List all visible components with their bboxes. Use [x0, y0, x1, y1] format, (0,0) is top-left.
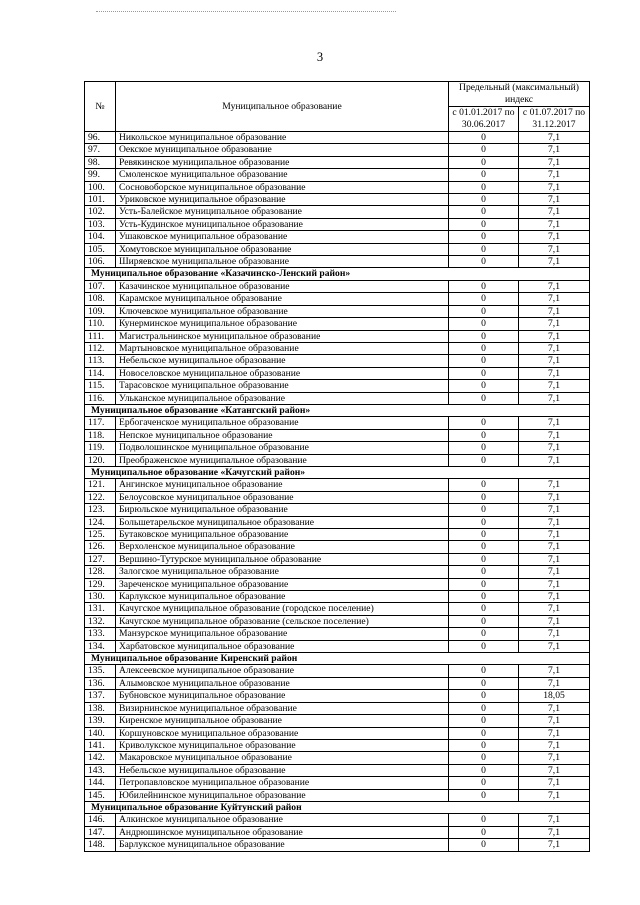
index-period-2: 7,1	[519, 231, 590, 243]
municipality-name: Манзурское муниципальное образование	[116, 628, 449, 640]
table-row	[85, 628, 590, 640]
index-period-1: 0	[449, 392, 519, 404]
table-row	[85, 764, 590, 776]
municipality-name: Ангинское муниципальное образование	[116, 479, 449, 491]
row-number: 101.	[85, 194, 116, 206]
index-period-2: 7,1	[519, 256, 590, 268]
index-period-1: 0	[449, 318, 519, 330]
header-index-group: Предельный (максимальный) индекс	[449, 82, 590, 107]
row-number: 125.	[85, 529, 116, 541]
index-period-2: 7,1	[519, 752, 590, 764]
index-period-1: 0	[449, 578, 519, 590]
table-row	[85, 491, 590, 503]
index-period-1: 0	[449, 529, 519, 541]
municipality-name: Бирюльское муниципальное образование	[116, 504, 449, 516]
municipality-name: Тарасовское муниципальное образование	[116, 380, 449, 392]
index-period-1: 0	[449, 417, 519, 429]
municipality-name: Макаровское муниципальное образование	[116, 752, 449, 764]
row-number: 109.	[85, 305, 116, 317]
index-period-1: 0	[449, 479, 519, 491]
table-row	[85, 417, 590, 429]
municipality-name: Бутаковское муниципальное образование	[116, 529, 449, 541]
row-number: 115.	[85, 380, 116, 392]
municipality-name: Ревякинское муниципальное образование	[116, 156, 449, 168]
row-number: 142.	[85, 752, 116, 764]
table-row	[85, 231, 590, 243]
index-period-2: 7,1	[519, 392, 590, 404]
row-number: 103.	[85, 218, 116, 230]
municipality-name: Алексеевское муниципальное образование	[116, 665, 449, 677]
index-period-1: 0	[449, 355, 519, 367]
row-number: 122.	[85, 491, 116, 503]
row-number: 112.	[85, 342, 116, 354]
index-period-2: 7,1	[519, 454, 590, 466]
municipality-name: Кунерминское муниципальное образование	[116, 318, 449, 330]
row-number: 107.	[85, 280, 116, 292]
index-period-2: 7,1	[519, 132, 590, 144]
row-number: 126.	[85, 541, 116, 553]
index-period-2: 7,1	[519, 715, 590, 727]
table-row	[85, 342, 590, 354]
index-period-1: 0	[449, 628, 519, 640]
municipality-name: Ульканское муниципальное образование	[116, 392, 449, 404]
municipality-name: Магистральнинское муниципальное образование	[116, 330, 449, 342]
index-period-2: 7,1	[519, 293, 590, 305]
index-period-1: 0	[449, 442, 519, 454]
index-period-1: 0	[449, 826, 519, 838]
municipality-name: Никольское муниципальное образование	[116, 132, 449, 144]
index-period-2: 7,1	[519, 181, 590, 193]
index-period-2: 7,1	[519, 578, 590, 590]
index-period-2: 7,1	[519, 417, 590, 429]
index-period-2: 7,1	[519, 144, 590, 156]
row-number: 133.	[85, 628, 116, 640]
index-period-2: 7,1	[519, 739, 590, 751]
table-row	[85, 218, 590, 230]
row-number: 123.	[85, 504, 116, 516]
table-row	[85, 839, 590, 851]
index-period-2: 7,1	[519, 218, 590, 230]
index-period-1: 0	[449, 764, 519, 776]
table-row	[85, 169, 590, 181]
row-number: 97.	[85, 144, 116, 156]
table-row	[85, 553, 590, 565]
index-period-2: 7,1	[519, 367, 590, 379]
row-number: 120.	[85, 454, 116, 466]
row-number: 99.	[85, 169, 116, 181]
table-row	[85, 640, 590, 652]
row-number: 124.	[85, 516, 116, 528]
table-row	[85, 367, 590, 379]
table-row	[85, 355, 590, 367]
table-row	[85, 677, 590, 689]
municipality-name: Казачинское муниципальное образование	[116, 280, 449, 292]
tariff-index-table	[84, 81, 590, 852]
row-number: 135.	[85, 665, 116, 677]
table-row	[85, 479, 590, 491]
index-period-1: 0	[449, 789, 519, 801]
index-period-2: 7,1	[519, 615, 590, 627]
municipality-name: Усть-Кудинское муниципальное образование	[116, 218, 449, 230]
row-number: 138.	[85, 702, 116, 714]
index-period-2: 18,05	[519, 690, 590, 702]
index-period-1: 0	[449, 342, 519, 354]
index-period-1: 0	[449, 169, 519, 181]
table-row	[85, 243, 590, 255]
municipality-name: Алымовское муниципальное образование	[116, 677, 449, 689]
index-period-2: 7,1	[519, 764, 590, 776]
index-period-1: 0	[449, 839, 519, 851]
municipality-name: Качугское муниципальное образование (городское поселение)	[116, 603, 449, 615]
index-period-2: 7,1	[519, 169, 590, 181]
municipality-name: Зареченское муниципальное образование	[116, 578, 449, 590]
row-number: 111.	[85, 330, 116, 342]
index-period-1: 0	[449, 665, 519, 677]
index-period-2: 7,1	[519, 280, 590, 292]
index-period-2: 7,1	[519, 640, 590, 652]
municipality-name: Небельское муниципальное образование	[116, 764, 449, 776]
index-period-2: 7,1	[519, 330, 590, 342]
index-period-1: 0	[449, 144, 519, 156]
municipality-name: Смоленское муниципальное образование	[116, 169, 449, 181]
index-period-2: 7,1	[519, 355, 590, 367]
municipality-name: Преображенское муниципальное образование	[116, 454, 449, 466]
table-row	[85, 392, 590, 404]
index-period-1: 0	[449, 814, 519, 826]
municipality-name: Киренское муниципальное образование	[116, 715, 449, 727]
section-title: Муниципальное образование Куйтунский район	[85, 801, 590, 813]
municipality-name: Визирнинское муниципальное образование	[116, 702, 449, 714]
table-row	[85, 305, 590, 317]
row-number: 148.	[85, 839, 116, 851]
table-row	[85, 318, 590, 330]
section-row	[85, 801, 590, 813]
table-row	[85, 132, 590, 144]
index-period-1: 0	[449, 156, 519, 168]
index-period-1: 0	[449, 330, 519, 342]
row-number: 132.	[85, 615, 116, 627]
index-period-1: 0	[449, 566, 519, 578]
table-row	[85, 194, 590, 206]
municipality-name: Качугское муниципальное образование (сельское поселение)	[116, 615, 449, 627]
row-number: 147.	[85, 826, 116, 838]
municipality-name: Верхоленское муниципальное образование	[116, 541, 449, 553]
index-period-1: 0	[449, 541, 519, 553]
index-period-2: 7,1	[519, 553, 590, 565]
table-row	[85, 702, 590, 714]
municipality-name: Петропавловское муниципальное образование	[116, 777, 449, 789]
row-number: 108.	[85, 293, 116, 305]
row-number: 144.	[85, 777, 116, 789]
index-period-2: 7,1	[519, 566, 590, 578]
index-period-2: 7,1	[519, 665, 590, 677]
municipality-name: Ушаковское муниципальное образование	[116, 231, 449, 243]
row-number: 136.	[85, 677, 116, 689]
row-number: 146.	[85, 814, 116, 826]
index-period-1: 0	[449, 603, 519, 615]
section-row	[85, 268, 590, 280]
section-title: Муниципальное образование «Качугский район»	[85, 466, 590, 478]
index-period-2: 7,1	[519, 194, 590, 206]
table-row	[85, 814, 590, 826]
table-row	[85, 516, 590, 528]
municipality-name: Барлукское муниципальное образование	[116, 839, 449, 851]
municipality-name: Непское муниципальное образование	[116, 429, 449, 441]
section-row	[85, 466, 590, 478]
index-period-2: 7,1	[519, 677, 590, 689]
row-number: 105.	[85, 243, 116, 255]
index-period-1: 0	[449, 727, 519, 739]
municipality-name: Уриковское муниципальное образование	[116, 194, 449, 206]
row-number: 96.	[85, 132, 116, 144]
table-row	[85, 752, 590, 764]
index-period-2: 7,1	[519, 516, 590, 528]
row-number: 121.	[85, 479, 116, 491]
scan-top-line	[96, 11, 396, 12]
index-period-2: 7,1	[519, 591, 590, 603]
row-number: 116.	[85, 392, 116, 404]
index-period-2: 7,1	[519, 504, 590, 516]
municipality-name: Коршуновское муниципальное образование	[116, 727, 449, 739]
index-period-2: 7,1	[519, 479, 590, 491]
municipality-name: Небельское муниципальное образование	[116, 355, 449, 367]
municipality-name: Ширяевское муниципальное образование	[116, 256, 449, 268]
index-period-1: 0	[449, 504, 519, 516]
index-period-1: 0	[449, 752, 519, 764]
row-number: 129.	[85, 578, 116, 590]
municipality-name: Карамское муниципальное образование	[116, 293, 449, 305]
row-number: 113.	[85, 355, 116, 367]
municipality-name: Криволукское муниципальное образование	[116, 739, 449, 751]
municipality-name: Андрюшинское муниципальное образование	[116, 826, 449, 838]
index-period-1: 0	[449, 702, 519, 714]
row-number: 141.	[85, 739, 116, 751]
index-period-2: 7,1	[519, 814, 590, 826]
index-period-1: 0	[449, 777, 519, 789]
table-row	[85, 280, 590, 292]
header-municipality: Муниципальное образование	[116, 82, 449, 132]
index-period-2: 7,1	[519, 603, 590, 615]
row-number: 118.	[85, 429, 116, 441]
header-period-1: с 01.01.2017 по 30.06.2017	[449, 107, 519, 132]
row-number: 130.	[85, 591, 116, 603]
index-period-2: 7,1	[519, 727, 590, 739]
row-number: 110.	[85, 318, 116, 330]
table-row	[85, 789, 590, 801]
table-row	[85, 256, 590, 268]
table-row	[85, 206, 590, 218]
municipality-name: Алкинское муниципальное образование	[116, 814, 449, 826]
row-number: 104.	[85, 231, 116, 243]
table-row	[85, 330, 590, 342]
index-period-1: 0	[449, 429, 519, 441]
table-row	[85, 380, 590, 392]
row-number: 134.	[85, 640, 116, 652]
header-period-2: с 01.07.2017 по 31.12.2017	[519, 107, 590, 132]
index-period-2: 7,1	[519, 702, 590, 714]
index-period-1: 0	[449, 181, 519, 193]
row-number: 102.	[85, 206, 116, 218]
municipality-name: Ербогаченское муниципальное образование	[116, 417, 449, 429]
table-row	[85, 826, 590, 838]
row-number: 128.	[85, 566, 116, 578]
municipality-name: Большетарельское муниципальное образование	[116, 516, 449, 528]
municipality-name: Юбилейнинское муниципальное образование	[116, 789, 449, 801]
municipality-name: Ключевское муниципальное образование	[116, 305, 449, 317]
index-period-1: 0	[449, 367, 519, 379]
section-row	[85, 404, 590, 416]
row-number: 119.	[85, 442, 116, 454]
section-title: Муниципальное образование «Катангский район»	[85, 404, 590, 416]
municipality-name: Сосновоборское муниципальное образование	[116, 181, 449, 193]
index-period-2: 7,1	[519, 243, 590, 255]
section-title: Муниципальное образование Киренский район	[85, 653, 590, 665]
row-number: 137.	[85, 690, 116, 702]
row-number: 114.	[85, 367, 116, 379]
row-number: 131.	[85, 603, 116, 615]
index-period-1: 0	[449, 739, 519, 751]
table-row	[85, 454, 590, 466]
index-period-2: 7,1	[519, 305, 590, 317]
index-period-2: 7,1	[519, 442, 590, 454]
index-period-1: 0	[449, 516, 519, 528]
table-row	[85, 603, 590, 615]
index-period-2: 7,1	[519, 541, 590, 553]
row-number: 106.	[85, 256, 116, 268]
table-row	[85, 615, 590, 627]
section-title: Муниципальное образование «Казачинско-Ленский район»	[85, 268, 590, 280]
index-period-1: 0	[449, 256, 519, 268]
index-period-2: 7,1	[519, 628, 590, 640]
index-period-2: 7,1	[519, 429, 590, 441]
index-period-2: 7,1	[519, 826, 590, 838]
page-number: 3	[316, 50, 324, 64]
municipality-name: Белоусовское муниципальное образование	[116, 491, 449, 503]
section-row	[85, 653, 590, 665]
index-period-1: 0	[449, 132, 519, 144]
index-period-2: 7,1	[519, 839, 590, 851]
index-period-2: 7,1	[519, 380, 590, 392]
table-row	[85, 739, 590, 751]
table-row	[85, 529, 590, 541]
index-period-1: 0	[449, 231, 519, 243]
table-row	[85, 429, 590, 441]
table-row	[85, 715, 590, 727]
index-period-1: 0	[449, 194, 519, 206]
row-number: 127.	[85, 553, 116, 565]
municipality-name: Мартыновское муниципальное образование	[116, 342, 449, 354]
municipality-name: Новоселовское муниципальное образование	[116, 367, 449, 379]
municipality-name: Вершино-Тутурское муниципальное образование	[116, 553, 449, 565]
table-row	[85, 156, 590, 168]
municipality-name: Бубновское муниципальное образование	[116, 690, 449, 702]
index-period-1: 0	[449, 690, 519, 702]
municipality-name: Усть-Балейское муниципальное образование	[116, 206, 449, 218]
table-row	[85, 541, 590, 553]
index-period-1: 0	[449, 591, 519, 603]
index-period-2: 7,1	[519, 318, 590, 330]
index-period-2: 7,1	[519, 789, 590, 801]
index-period-1: 0	[449, 380, 519, 392]
table-row	[85, 293, 590, 305]
index-period-1: 0	[449, 491, 519, 503]
row-number: 143.	[85, 764, 116, 776]
table-row	[85, 591, 590, 603]
table-row	[85, 442, 590, 454]
index-period-1: 0	[449, 293, 519, 305]
index-period-1: 0	[449, 715, 519, 727]
index-period-2: 7,1	[519, 491, 590, 503]
index-period-1: 0	[449, 243, 519, 255]
index-period-1: 0	[449, 305, 519, 317]
table-row	[85, 727, 590, 739]
table-row	[85, 690, 590, 702]
index-period-1: 0	[449, 553, 519, 565]
municipality-name: Хомутовское муниципальное образование	[116, 243, 449, 255]
index-period-1: 0	[449, 454, 519, 466]
index-period-1: 0	[449, 206, 519, 218]
municipality-name: Харбатовское муниципальное образование	[116, 640, 449, 652]
index-period-1: 0	[449, 615, 519, 627]
municipality-name: Подволошинское муниципальное образование	[116, 442, 449, 454]
row-number: 140.	[85, 727, 116, 739]
table-row	[85, 566, 590, 578]
index-period-1: 0	[449, 677, 519, 689]
index-period-2: 7,1	[519, 342, 590, 354]
index-period-1: 0	[449, 218, 519, 230]
row-number: 98.	[85, 156, 116, 168]
row-number: 100.	[85, 181, 116, 193]
row-number: 145.	[85, 789, 116, 801]
municipality-name: Карлукское муниципальное образование	[116, 591, 449, 603]
index-period-1: 0	[449, 280, 519, 292]
table-row	[85, 504, 590, 516]
table-row	[85, 665, 590, 677]
municipality-name: Оекское муниципальное образование	[116, 144, 449, 156]
table-row	[85, 144, 590, 156]
index-period-1: 0	[449, 640, 519, 652]
row-number: 139.	[85, 715, 116, 727]
table-row	[85, 181, 590, 193]
table-body	[85, 132, 590, 852]
index-period-2: 7,1	[519, 777, 590, 789]
index-period-2: 7,1	[519, 156, 590, 168]
index-period-2: 7,1	[519, 529, 590, 541]
header-number: №	[85, 82, 116, 132]
table-row	[85, 777, 590, 789]
municipality-name: Залогское муниципальное образование	[116, 566, 449, 578]
index-period-2: 7,1	[519, 206, 590, 218]
table-row	[85, 578, 590, 590]
row-number: 117.	[85, 417, 116, 429]
